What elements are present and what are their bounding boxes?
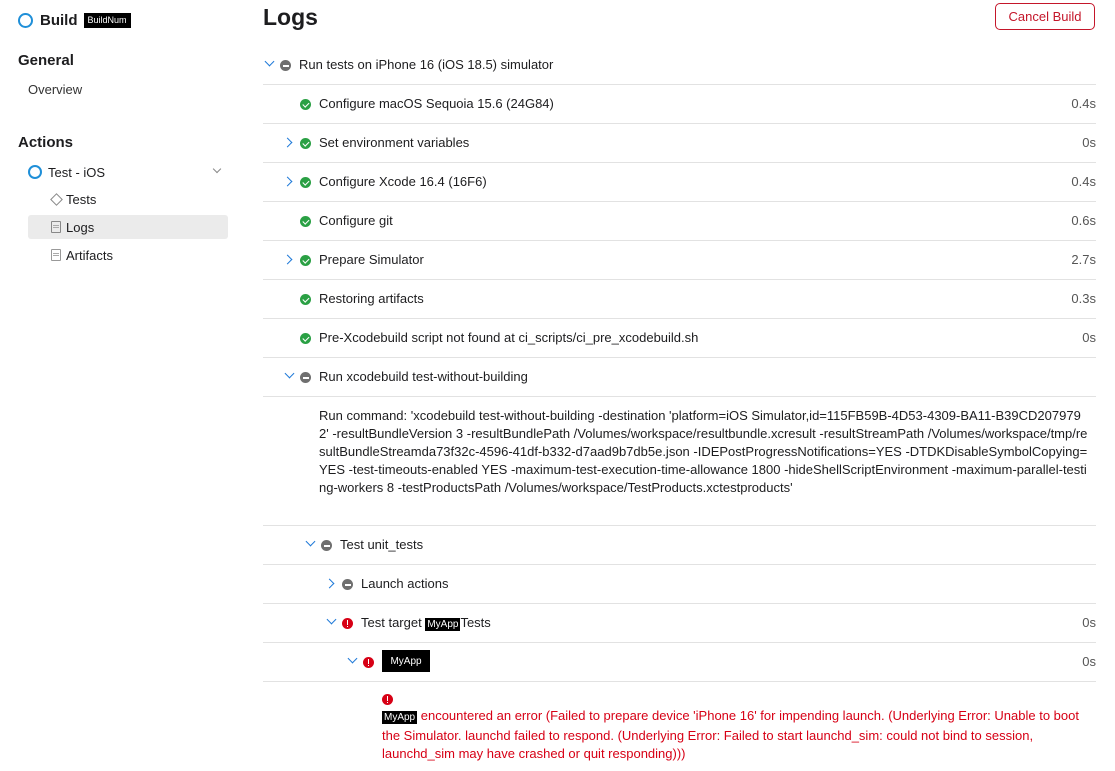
build-status-ring-icon: [18, 13, 33, 28]
status-neutral-icon: [342, 579, 353, 590]
step-label: Configure git: [319, 213, 393, 228]
step-duration: 0.6s: [1071, 213, 1096, 228]
status-success-icon: [300, 99, 311, 110]
step-duration: 0.4s: [1071, 174, 1096, 189]
chevron-down-icon[interactable]: [265, 57, 275, 67]
error-message: [382, 707, 1092, 763]
log-step[interactable]: [263, 202, 1096, 241]
step-label: Pre-Xcodebuild script not found at ci_scripts/ci_pre_xcodebuild.sh: [319, 330, 699, 345]
test-ios-label: Test - iOS: [48, 164, 106, 180]
test-target-prefix: Test target: [361, 615, 422, 630]
page-title: Logs: [263, 4, 318, 30]
test-target-suffix: Tests: [460, 615, 491, 630]
log-step-test-target[interactable]: [263, 604, 1096, 643]
chevron-down-icon[interactable]: [348, 654, 358, 664]
step-duration: 0s: [1082, 135, 1096, 150]
log-step-run-tests[interactable]: [263, 46, 1096, 85]
status-success-icon: [300, 216, 311, 227]
progress-ring-icon: [28, 165, 42, 179]
log-step-xcodebuild[interactable]: [263, 358, 1096, 397]
sidebar-item-logs[interactable]: [28, 215, 228, 239]
step-label: Prepare Simulator: [319, 252, 424, 267]
log-step[interactable]: [263, 280, 1096, 319]
build-number-badge: BuildNum: [84, 13, 131, 28]
app-header: [18, 11, 131, 29]
error-block: [382, 694, 1092, 763]
sidebar-item-artifacts[interactable]: [28, 243, 228, 267]
chevron-down-icon[interactable]: [213, 165, 221, 173]
chevron-right-icon[interactable]: [283, 255, 293, 265]
log-step[interactable]: [263, 319, 1096, 358]
sidebar-item-label: Logs: [66, 219, 95, 235]
status-neutral-icon: [300, 372, 311, 383]
divider: [263, 681, 1096, 682]
step-label: Set environment variables: [319, 135, 470, 150]
status-success-icon: [300, 255, 311, 266]
overview-link[interactable]: Overview: [28, 82, 83, 97]
app-name-badge: MyApp: [384, 712, 416, 723]
step-duration: 0.4s: [1071, 96, 1096, 111]
log-step[interactable]: [263, 241, 1096, 280]
step-label: Configure macOS Sequoia 15.6 (24G84): [319, 96, 554, 111]
chevron-right-icon[interactable]: [283, 177, 293, 187]
app-title: Build: [40, 11, 78, 29]
log-step-app[interactable]: [263, 643, 1096, 682]
step-label: Restoring artifacts: [319, 291, 424, 306]
sidebar-item-tests[interactable]: [28, 187, 228, 211]
status-success-icon: [300, 333, 311, 344]
run-command-text: Run command: 'xcodebuild test-without-building -destination 'platform=iOS Simulator,id=115FB59B-4D53-4309-BA11-B39CD2079792' -resultBundleVersion 3 -resultBundlePath /Volumes/workspace/resultbundle.xcresult -resultStreamPath /Volumes/workspace/tmp/resultBundleStreamda73f32c-4596-41df-b332-d7aad9b7db5e.json -IDEPostProgressNotifications=YES -DTDKDisableSymbolCopying=YES -test-timeouts-enabled YES -maximum-test-execution-time-allowance 1800 -hideShellScriptEnvironment -maximum-parallel-testing-workers 8 -testProductsPath /Volumes/workspace/TestProducts.xctestproducts': [319, 408, 1088, 495]
status-success-icon: [300, 294, 311, 305]
error-message-text: encountered an error (Failed to prepare device 'iPhone 16' for impending launch. (Underlying Error: Unable to boot the Simulator. launchd failed to respond. (Underlying Error: Failed to start launchd_sim: could not bind to session, launchd_sim may have crashed or quit responding))): [382, 708, 1079, 761]
step-duration: 0.3s: [1071, 291, 1096, 306]
chevron-right-icon[interactable]: [325, 579, 335, 589]
document-icon: [50, 221, 62, 233]
status-neutral-icon: [321, 540, 332, 551]
step-label: Run tests on iPhone 16 (iOS 18.5) simulator: [299, 57, 554, 72]
step-label: Test unit_tests: [340, 537, 424, 552]
sidebar: [0, 0, 245, 771]
chevron-down-icon[interactable]: [327, 615, 337, 625]
step-duration: 0s: [1082, 615, 1096, 630]
log-step[interactable]: [263, 163, 1096, 202]
app-name-badge: MyApp: [382, 650, 430, 672]
chevron-down-icon[interactable]: [285, 369, 295, 379]
status-success-icon: [300, 177, 311, 188]
log-step[interactable]: [263, 85, 1096, 124]
step-label: Configure Xcode 16.4 (16F6): [319, 174, 487, 189]
step-duration: 2.7s: [1071, 252, 1096, 267]
log-step[interactable]: [263, 124, 1096, 163]
cancel-build-button[interactable]: Cancel Build: [995, 3, 1095, 30]
step-duration: 0s: [1082, 654, 1096, 669]
actions-section-title: Actions: [18, 134, 74, 151]
general-section-title: General: [18, 52, 74, 69]
test-ios-action[interactable]: [28, 162, 228, 182]
sidebar-item-label: Tests: [66, 191, 97, 207]
file-icon: [50, 249, 62, 261]
step-label: Launch actions: [361, 576, 449, 591]
step-label: Run xcodebuild test-without-building: [319, 369, 528, 384]
log-step-test-unit-tests[interactable]: [263, 526, 1096, 565]
status-neutral-icon: [280, 60, 291, 71]
status-success-icon: [300, 138, 311, 149]
chevron-right-icon[interactable]: [283, 138, 293, 148]
diamond-icon: [50, 193, 62, 205]
run-command-block: [263, 397, 1096, 526]
log-step-launch-actions[interactable]: [263, 565, 1096, 604]
chevron-down-icon[interactable]: [306, 537, 316, 547]
step-label: [361, 615, 491, 630]
step-duration: 0s: [1082, 330, 1096, 345]
status-error-icon: [363, 657, 374, 668]
app-name-badge: MyApp: [427, 619, 459, 630]
status-error-icon: [342, 618, 353, 629]
error-icon: [382, 694, 393, 705]
sidebar-item-label: Artifacts: [66, 247, 113, 263]
